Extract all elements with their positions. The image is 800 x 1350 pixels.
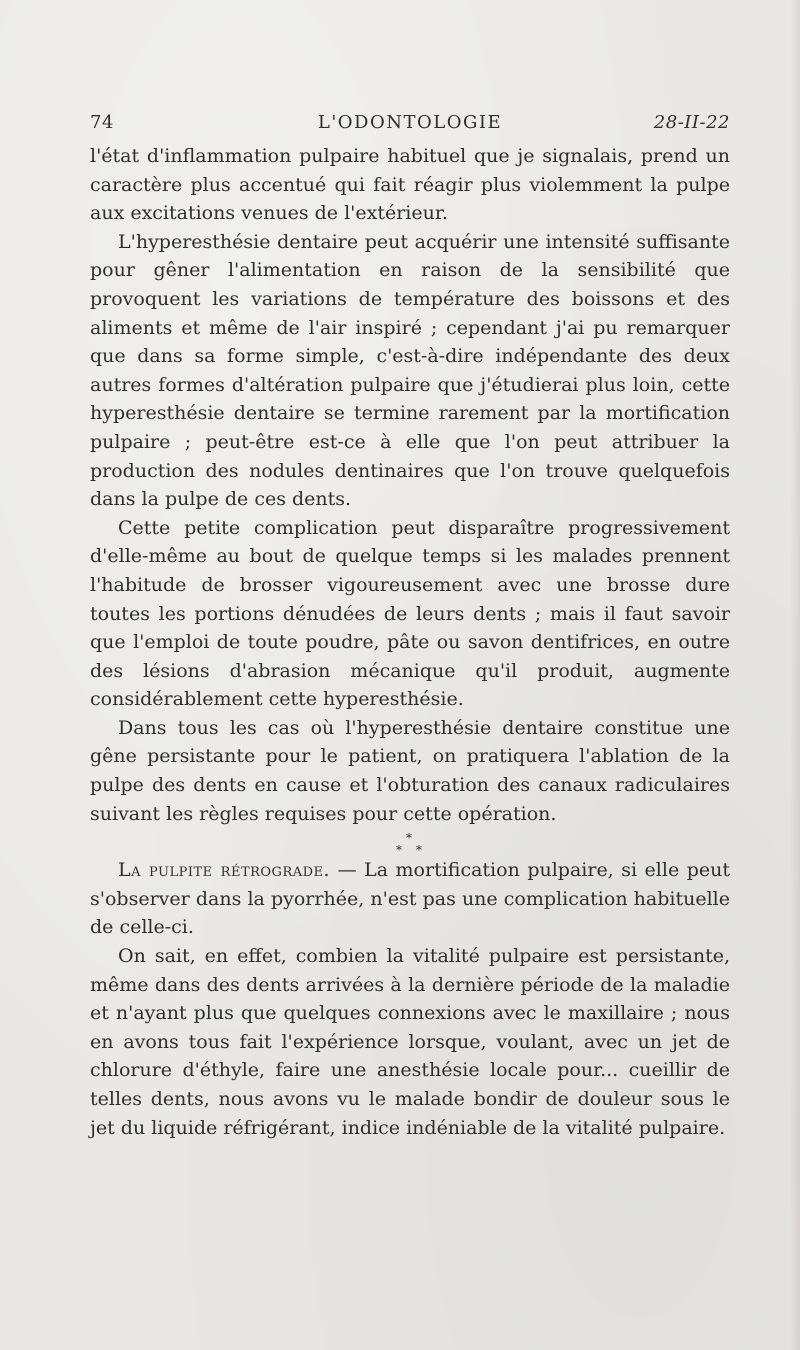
section-heading: La pulpite rétrograde. xyxy=(118,859,331,882)
asterism-star-right: * xyxy=(416,843,422,858)
paragraph-vitality: On sait, en effet, combien la vitalité pulpaire est persistante, même dans des dents arrivées à la dernière période de la maladie et n'ayant plus que quelques connexions avec le maxillaire ; nous en avons tous fait l'expérience lorsque, voulant, avec un jet de chlorure d'éthyle, faire une anesthésie locale pour... cueillir de telles dents, nous avons vu le malade bondir de douleur sous le jet du liquide réfrigérant, indice indéniable de la vitalité pulpaire. xyxy=(90,945,730,1139)
body-text xyxy=(90,142,730,1142)
issue-date: 28-II-22 xyxy=(653,112,730,133)
page-edge-shadow xyxy=(790,0,800,1350)
paragraph-continuation: l'état d'inflammation pulpaire habituel que je signalais, prend un caractère plus accentué qui fait réagir plus violemment la pulpe aux excitations venues de l'extérieur. xyxy=(90,145,730,225)
paragraph-complication: Cette petite complication peut disparaître progressivement d'elle-même au bout de quelque temps si les malades prennent l'habitude de brosser vigoureusement avec une brosse dure toutes les portions dénudées de leurs dents ; mais il faut savoir que l'emploi de toute poudre, pâte ou savon dentifrices, en outre des lésions d'abrasion mécanique qu'il produit, augmente considérablement cette hyperesthésie. xyxy=(90,516,730,711)
page-number: 74 xyxy=(90,112,114,133)
section-intro-text: — La mortification pulpaire, si elle peut s'observer dans la pyorrhée, n'est pas une complication habituelle de celle-ci. xyxy=(90,859,730,939)
paragraph-pulpite-retrograde xyxy=(90,856,730,942)
asterism-divider xyxy=(90,830,730,856)
paragraph-hyperesthesia: L'hyperesthésie dentaire peut acquérir une intensité suffisante pour gêner l'alimentation en raison de la sensibilité que provoquent les variations de température des boissons et des aliments et même de l'air inspiré ; cependant j'ai pu remarquer que dans sa forme simple, c'est-à-dire indépendante des deux autres formes d'altération pulpaire que j'étudierai plus loin, cette hyperesthésie dentaire se termine rarement par la mortification pulpaire ; peut-être est-ce à elle que l'on peut attribuer la production des nodules dentinaires que l'on trouve quelquefois dans la pulpe de ces dents. xyxy=(90,230,730,511)
journal-title: L'ODONTOLOGIE xyxy=(317,112,503,133)
paragraph-ablation: Dans tous les cas où l'hyperesthésie dentaire constitue une gêne persistante pour le patient, on pratiquera l'ablation de la pulpe des dents en cause et l'obturation des canaux radiculaires suivant les règles requises pour cette opération. xyxy=(90,716,730,825)
running-head xyxy=(90,108,730,142)
asterism-star-left: * xyxy=(396,843,402,858)
book-page xyxy=(90,108,730,1142)
asterism-star-top: * xyxy=(406,831,412,846)
